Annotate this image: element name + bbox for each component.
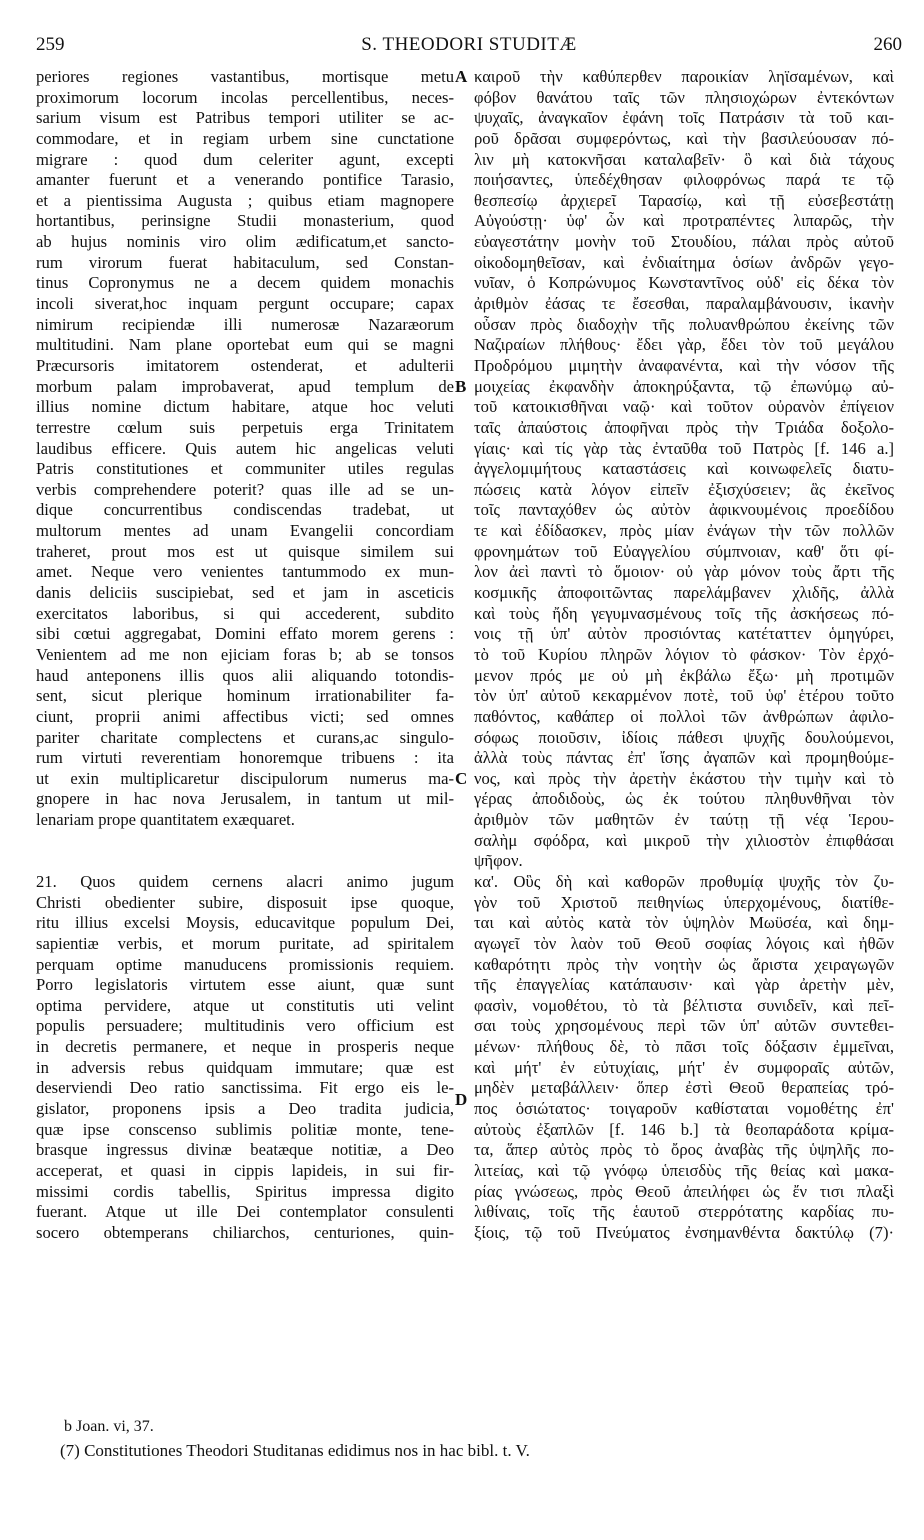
greek-text-line: μοιχείας ἐκφανδὴν ἀποκηρύξαντα, τῷ ἐπωνύμῳ αὐ-	[474, 376, 894, 396]
latin-text-line: ciunt, proprii animi affectibus victi; sed omnes	[36, 706, 454, 726]
latin-text-line: morbum palam improbaverat, apud templum de	[36, 376, 454, 396]
latin-text-line: socero obtemperans chiliarchos, centuriones, quin-	[36, 1222, 454, 1242]
latin-text-line: illius nomine dictum habitare, atque hoc veluti	[36, 397, 454, 417]
latin-text-line: rum virtuti reverentiam honoremque tribuens : ita	[36, 748, 454, 768]
greek-text-line: καὶ μήτ' ἐν εὐτυχίαις, μήτ' ἐν συμφοραῖς αὐτῶν,	[474, 1057, 894, 1077]
latin-text-line: et a pientissima Augusta ; quibus etiam magnopere	[36, 190, 454, 210]
greek-text-line: μένων· πλήθους δὲ, τὸ πᾶσι τοῖς δόξασιν ἐμμεῖναι,	[474, 1037, 894, 1057]
greek-text-line: παθόντος, καθάπερ οἱ πολλοὶ τῶν ἀνθρώπων ἀφιλο-	[474, 706, 894, 726]
latin-text-line: deserviendi Deo ratio sanctissima. Fit ergo eis le-	[36, 1078, 454, 1098]
greek-column	[474, 67, 894, 1244]
greek-text-line: ροῦ δρᾶσαι συμφερόντως, καὶ τὴν βασιλεύουσαν πό-	[474, 128, 894, 148]
greek-text-line: τῆς ἐπαγγελίας κατάπαυσιν· καὶ γὰρ ἀρετὴν μὲν,	[474, 975, 894, 995]
latin-text-line: sarium visum est Patribus tempori utiliter se ac-	[36, 108, 454, 128]
running-title: S. THEODORI STUDITÆ	[361, 34, 577, 55]
greek-text-line: λον ἀεὶ παντὶ τὸ ὅμοιον· οὐ γὰρ μόνον τοὺς ἄρτι τῆς	[474, 562, 894, 582]
greek-text-line: νος, καὶ πρὸς τὴν ἀρετὴν ἑκάστου τὴν τιμὴν καὶ τὸ	[474, 768, 894, 788]
greek-text-line: ἀριθμὸν τῶν μαθητῶν ἐν ταύτῃ τῇ νέᾳ Ἱερου-	[474, 810, 894, 830]
greek-text-line: ἀλλὰ τοὺς πάντας ἐπ' ἴσης ἀγαπῶν καὶ προμηθούμε-	[474, 748, 894, 768]
latin-text-line: nimirum recipiendæ illi numerosæ Nazaræorum	[36, 314, 454, 334]
latin-text-line: Præcursoris imitatorem ostenderat, et adulterii	[36, 355, 454, 375]
greek-text-line: γέρας ἀποδιδοὺς, ὡς ἐκ τούτου πληθυνθῆναι τὸν	[474, 789, 894, 809]
greek-text-line: Ναζιραίων πλήθους· ἔδει γὰρ, ἔδει τὸν τοῦ μεγάλου	[474, 335, 894, 355]
latin-text-line: periores regiones vastantibus, mortisque metu	[36, 67, 454, 86]
greek-text-line: ποιήσαντες, ὑπεδέχθησαν φιλοφρόνως παρά τε τῷ	[474, 170, 894, 190]
latin-text-line: rum virorum fuerat habitaculum, sed Constan-	[36, 252, 454, 272]
greek-text-line: σαλὴμ σφόδρα, καὶ μικροῦ τὴν χιλιοστὸν ἐπιφθάσαι	[474, 830, 894, 850]
latin-text-line: traheret, prout mos est ut quisque similem sui	[36, 541, 454, 561]
latin-text-line: ut exin multiplicaretur discipulorum numerus ma-	[36, 768, 454, 788]
greek-text-line: γὸν τοῦ Χριστοῦ πειθηνίως ὑπερχομένους, διατίθε-	[474, 892, 894, 912]
margin-letter-a: A	[455, 67, 468, 86]
latin-text-line: sent, sicut plerique hominum irrationabiliter fa-	[36, 686, 454, 706]
greek-text-line: ρίας γνώσεως, πρὸς Θεοῦ ἀπειλήφει ὡς ἔν τισι πλαξὶ	[474, 1181, 894, 1201]
latin-text-line: missimi cordis tabellis, Spiritus impressa digito	[36, 1181, 454, 1201]
page-number-left: 259	[36, 34, 65, 55]
latin-text-line: Christi obedienter subire, disposuit ipse quoque,	[36, 892, 454, 912]
latin-text-line: fuerant. Atque ut ille Dei contemplator consulenti	[36, 1202, 454, 1222]
latin-text-line: laudibus efficere. Quis autem hic angelicas veluti	[36, 438, 454, 458]
greek-text-line: ταῖς ἀπαύστοις ἀποφῆναι πρὸς τὴν Τριάδα δοξολο-	[474, 417, 894, 437]
latin-text-line: perquam optime manuducens promissionis requiem.	[36, 954, 454, 974]
greek-text-line: εὐαγεστάτην μονὴν τοῦ Στουδίου, πάλαι πρὸς αὐτοῦ	[474, 232, 894, 252]
greek-text-line: Προδρόμου μιμητὴν ἀναφανέντα, καὶ τὴν νόσον τῆς	[474, 355, 894, 375]
page-number-right: 260	[873, 34, 902, 55]
latin-text-line: proximorum locorum incolas percellentibus, neces-	[36, 87, 454, 107]
greek-text-line: λιτείας, καὶ τῷ γνόφῳ ὑπεισδὺς τῆς θείας καὶ μακα-	[474, 1160, 894, 1180]
greek-text-line: ἀγγελομιμήτους καταστάσεις καὶ κοινωφελεῖς διατυ-	[474, 459, 894, 479]
latin-text-line: quæ ipse conscenso sublimis politiæ monte, tene-	[36, 1119, 454, 1139]
latin-text-line: sibi cœtui aggregabat, Domini effato morem gerens :	[36, 624, 454, 644]
latin-text-line: hortantibus, perinsigne Studii monasterium, quod	[36, 211, 454, 231]
greek-text-line: ται καὶ αὐτὸς κατὰ τὸν ὑψηλὸν Μωϋσέα, καὶ δημ-	[474, 913, 894, 933]
greek-text-line: σαι τοὺς χρησομένους περὶ τῶν ὑπ' αὐτῶν συντεθει-	[474, 1016, 894, 1036]
greek-text-line: φασὶν, νομοθέτου, τὸ τὰ βέλτιστα συνιδεῖν, καὶ πεῖ-	[474, 995, 894, 1015]
greek-text-line: τε καὶ ἐδίδασκεν, πρὸς μίαν ἐνάγων τὴν τῶν πολλῶν	[474, 521, 894, 541]
latin-text-line: Patris constitutiones et communiter utiles regulas	[36, 459, 454, 479]
greek-text-line: ἀριθμὸν ἐάσας τε ἔσεσθαι, παραλαμβάνουσιν, ἱκανὴν	[474, 294, 894, 314]
greek-text-line: μηδὲν μεταβάλλειν· ὅπερ ἐστὶ Θεοῦ θεραπείας τρό-	[474, 1078, 894, 1098]
latin-column	[36, 67, 454, 1244]
latin-text-line: incoli siverat,hoc inquam pergunt occupare; capax	[36, 294, 454, 314]
greek-text-line: τοῦ κατοικισθῆναι ναῷ· καὶ τοῦτον οὐρανὸν ἐπίγειον	[474, 397, 894, 417]
latin-text-line: commodare, et in regiam urbem sine cunctatione	[36, 128, 454, 148]
greek-text-line: φόβον θανάτου ταῖς τῶν πλησιοχώρων ἐντεκόντων	[474, 87, 894, 107]
greek-text-line: φρονημάτων τοῦ Εὐαγγελίου σύμπνοιαν, καθ' ὅτι φί-	[474, 541, 894, 561]
greek-text-line: ψυχαῖς, ἀναγκαῖον ἐφάνη τοῖς Πατράσιν τὰ τοῦ και-	[474, 108, 894, 128]
greek-text-line: σόφως ποιοῦσιν, ἰδίοις πάθεσι ψυχῆς δουλούμενοι,	[474, 727, 894, 747]
greek-text-line: αγωγεῖ τὸν λαὸν τοῦ Θεοῦ σοφίας λόγοις καὶ ἠθῶν	[474, 933, 894, 953]
latin-text-line: terrestre cœlum suis perpetuis erga Trinitatem	[36, 417, 454, 437]
latin-text-line: in decretis permanere, et neque in prosperis neque	[36, 1037, 454, 1057]
greek-text-line: νυῖαν, ὁ Κοπρώνυμος Κωνσταντῖνος οὐδ' εἰς δέκα τὸν	[474, 273, 894, 293]
latin-text-line: gislator, proponens ipsis a Deo tradita judicia,	[36, 1099, 454, 1119]
latin-text-line: danis deliciis suscipiebat, sed et jam in asceticis	[36, 583, 454, 603]
latin-text-line: pariter charitate complectens et curans,ac singulo-	[36, 727, 454, 747]
latin-text-line: verbis comprehendere poterit? quas ille ad se un-	[36, 479, 454, 499]
greek-text-line: ξίοις, τῷ τοῦ Πνεύματος ἐνσημανθέντα δακτύλῳ (7)·	[474, 1222, 894, 1242]
greek-text-line: οἰκοδομηθεῖσαν, καὶ ἐνδιαίτημα ὁσίων ἀνδρῶν γεγο-	[474, 252, 894, 272]
greek-text-line: λιν μὴ κατοκνῆσαι καταλαβεῖν· ὃ καὶ διὰ τάχους	[474, 149, 894, 169]
latin-text-line	[36, 851, 454, 872]
greek-text-line: ψῆφον.	[474, 851, 523, 871]
greek-text-line: τα, ἅπερ αὐτὸς πρὸς τὸ ὄρος ἀναβὰς τῆς ὑψηλῆς πο-	[474, 1140, 894, 1160]
latin-text-line: ab hujus nominis viro olim ædificatum,et sancto-	[36, 232, 454, 252]
latin-text-line: migrare : quod dum celeriter agunt, excepti	[36, 149, 454, 169]
latin-text-line: tinus Copronymus ne a decem quidem monachis	[36, 273, 454, 293]
greek-text-line: Αὐγούστῃ· ὑφ' ὧν καὶ προτραπέντες λιπαρῶς, τὴν	[474, 211, 894, 231]
greek-text-line: καιροῦ τὴν καθύπερθεν παροικίαν ληϊσαμένων, καὶ	[474, 67, 894, 86]
greek-text-line: τοῖς πανταχόθεν ὡς αὐτὸν ἀφικνουμένοις προεδίδου	[474, 500, 894, 520]
greek-text-line: γίαις· καὶ τίς γὰρ τὰς ἐνταῦθα τοῦ Πατρὸς [f. 146 a.]	[474, 438, 894, 458]
latin-text-line: Porro legislatoris virtutem esse aiunt, quæ sunt	[36, 975, 454, 995]
latin-text-line: ritu illius excelsi Moysis, educavitque populum Dei,	[36, 913, 454, 933]
latin-text-line: exercitatos laboribus, si qui accederent, subdito	[36, 603, 454, 623]
greek-text-line: τὸ τοῦ Κυρίου πληρῶν λόγιον τὸ φάσκον· Τὸν ἐρχό-	[474, 644, 894, 664]
margin-letter-c: C	[455, 769, 468, 788]
latin-text-line: Venientem ad me non ejiciam foras b; ab se tonsos	[36, 644, 454, 664]
latin-text-line: brasque ingressus divinæ beatæque notitiæ, a Deo	[36, 1140, 454, 1160]
latin-text-line: amanter fuerunt et a venerando pontifice Tarasio,	[36, 170, 454, 190]
greek-text-line: νοις τῇ ὑπ' αὐτὸν προσιόντας κατέταττεν ὁμηγύρει,	[474, 624, 894, 644]
greek-text-line: αὐτοὺς ἐξαπλῶν [f. 146 b.] τὰ θεοπαράδοτα κρίμα-	[474, 1119, 894, 1139]
latin-text-line: dique concurrentibus condiscendas tradebat, ut	[36, 500, 454, 520]
margin-letter-b: B	[455, 377, 467, 396]
footnote: b Joan. vi, 37.	[64, 1418, 154, 1435]
page-header	[36, 34, 902, 62]
latin-text-line: acceperat, et quasi in cippis lapideis, in sui fir-	[36, 1160, 454, 1180]
margin-letter-d: D	[455, 1090, 468, 1109]
latin-text-line	[36, 831, 454, 852]
latin-text-line: lenariam prope quantitatem exæquaret.	[36, 810, 295, 830]
latin-text-line: optima pervidere, atque ut constitutis uti velint	[36, 995, 454, 1015]
greek-text-line: κα'. Οὓς δὴ καὶ καθορῶν προθυμίᾳ ψυχῆς τὸν ζυ-	[474, 871, 894, 891]
latin-text-line: multitudini. Nam plane oportebat eum qui se magni	[36, 335, 454, 355]
latin-text-line: sapientiæ verbis, et morum puritate, ad spiritalem	[36, 933, 454, 953]
greek-text-line: καθαρότητι πρὸς τὴν νοητὴν ὡς ἄριστα χειραγωγῶν	[474, 954, 894, 974]
greek-text-line: πώσεις κατὰ λόγον εἰπεῖν ἐξισχύσειεν; ἃς ἐκεῖνος	[474, 479, 894, 499]
greek-text-line: λιθίναις, τοῖς τῆς ἑαυτοῦ στερρότατης καρδίας πυ-	[474, 1202, 894, 1222]
greek-text-line: κοσμικῆς ἀποφοιτῶντας παρελάμβανεν χλιδῆς, ἀλλὰ	[474, 583, 894, 603]
greek-text-line: πος ὁσιώτατος· τοιγαροῦν καθίσταται νομοθέτης ἐπ'	[474, 1099, 894, 1119]
latin-text-line: amet. Neque vero venientes tantummodo ex mun-	[36, 562, 454, 582]
greek-text-line: οὖσαν πρὸς διαδοχὴν τῆς πολυανθρώπου ἐκείνης τῶν	[474, 314, 894, 334]
latin-text-line: multorum mentes ad unam Evangelii concordiam	[36, 521, 454, 541]
greek-text-line: τὸν ὑπ' αὐτοῦ κεκαρμένον ποτὲ, τοῦ ὑφ' ἑτέρου τοῦτο	[474, 686, 894, 706]
greek-text-line: καὶ τοὺς ἤδη γεγυμνασμένους τοῖς τῆς ἀσκήσεως πό-	[474, 603, 894, 623]
latin-text-line: haud anteponens illis quos alii aliquando totondis-	[36, 665, 454, 685]
latin-text-line: 21. Quos quidem cernens alacri animo jugum	[36, 871, 454, 891]
latin-text-line: in adversis rebus quidquam immutare; quæ est	[36, 1057, 454, 1077]
greek-text-line: μενον πρός με οὐ μὴ ἐκβάλω ἔξω· μὴ προτιμῶν	[474, 665, 894, 685]
greek-text-line: θεσπεσίῳ ἀρχιερεῖ Ταρασίῳ, καὶ τῇ εὐσεβεστάτῃ	[474, 190, 894, 210]
latin-text-line: gnopere in hac nova Jerusalem, in tantum ut mil-	[36, 789, 454, 809]
endnote: (7) Constitutiones Theodori Studitanas edidimus nos in hac bibl. t. V.	[60, 1441, 530, 1460]
latin-text-line: populis persuadere; multitudinis vero officium est	[36, 1016, 454, 1036]
